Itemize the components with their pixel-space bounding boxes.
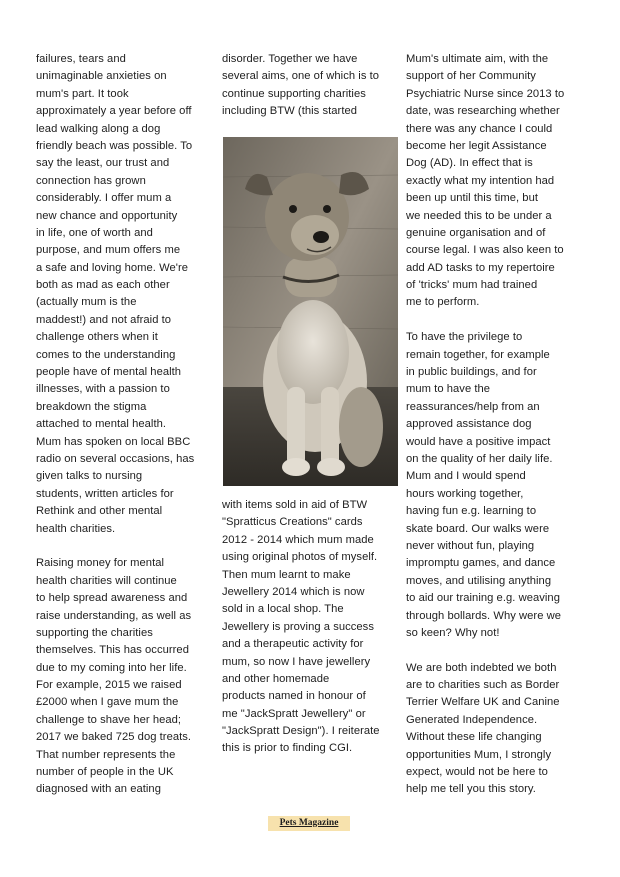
text-line: illnesses, with a passion to bbox=[36, 383, 170, 396]
text-line: to aid our training e.g. weaving bbox=[406, 592, 560, 605]
text-line: Without these life changing bbox=[406, 731, 542, 744]
text-line: exactly what my intention had bbox=[406, 174, 555, 187]
text-line: connection has grown bbox=[36, 174, 146, 187]
text-line: themselves. This has occurred bbox=[36, 644, 189, 657]
text-line: products named in honour of bbox=[222, 690, 366, 703]
text-line: me to perform. bbox=[406, 296, 480, 309]
text-line: approved assistance dog bbox=[406, 418, 532, 431]
text-line: remain together, for example bbox=[406, 348, 550, 361]
text-line: failures, tears and bbox=[36, 53, 126, 65]
text-line: For example, 2015 we raised bbox=[36, 679, 182, 692]
text-line: in life, one of worth and bbox=[36, 226, 153, 239]
text-line: date, was researching whether bbox=[406, 105, 560, 118]
text-line: Mum and I would spend bbox=[406, 470, 526, 483]
text-line: on the quality of her daily life. bbox=[406, 452, 553, 465]
text-line: attached to mental health. bbox=[36, 418, 167, 431]
text-line: and a therapeutic activity for bbox=[222, 638, 364, 651]
text-line: mum's part. It took bbox=[36, 87, 129, 100]
text-line: We are both indebted we both bbox=[406, 661, 557, 674]
text-line: Then mum learnt to make bbox=[222, 568, 351, 581]
footer-badge bbox=[268, 816, 350, 831]
text-line: moves, and utilising anything bbox=[406, 574, 552, 587]
text-line: sold in a local shop. The bbox=[222, 603, 344, 616]
text-line: impromptu games, and dance bbox=[406, 557, 556, 570]
text-line: radio on several occasions, has bbox=[36, 452, 195, 465]
text-line: been up until this time, but bbox=[406, 192, 539, 205]
dog-photo bbox=[223, 137, 398, 486]
text-line: purpose, and mum offers me bbox=[36, 244, 181, 257]
text-line: this is prior to finding CGI. bbox=[222, 742, 353, 755]
text-line: hours working together, bbox=[406, 487, 524, 500]
text-line: Terrier Welfare UK and Canine bbox=[406, 696, 560, 709]
text-line: expect, would not be here to bbox=[406, 766, 548, 779]
column-2-bottom bbox=[222, 497, 402, 758]
text-line: That number represents the bbox=[36, 748, 176, 761]
text-line: continue supporting charities bbox=[222, 87, 366, 100]
text-line: supporting the charities bbox=[36, 626, 153, 639]
text-line: Psychiatric Nurse since 2013 to bbox=[406, 87, 565, 100]
text-line: 2012 - 2014 which mum made bbox=[222, 533, 374, 546]
text-line: breakdown the stigma bbox=[36, 400, 147, 413]
text-line: To have the privilege to bbox=[406, 331, 523, 344]
text-line: Mum's ultimate aim, with the bbox=[406, 53, 549, 65]
text-line: having fun e.g. learning to bbox=[406, 505, 537, 518]
text-line: using original photos of myself. bbox=[222, 551, 378, 564]
text-line: "Spratticus Creations" cards bbox=[222, 516, 363, 529]
paragraph-gap bbox=[36, 538, 216, 555]
text-line: due to my coming into her life. bbox=[36, 661, 187, 674]
text-line: Generated Independence. bbox=[406, 713, 538, 726]
text-line: both as mad as each other bbox=[36, 279, 170, 292]
text-line: lead walking along a dog bbox=[36, 122, 161, 135]
text-line: are to charities such as Border bbox=[406, 679, 560, 692]
footer-label: Pets Magazine bbox=[279, 818, 339, 828]
text-line: help me tell you this story. bbox=[406, 783, 536, 796]
text-line: never without fun, playing bbox=[406, 539, 535, 552]
text-line: friendly beach was possible. To bbox=[36, 139, 193, 152]
text-line: skate board. Our walks were bbox=[406, 522, 550, 535]
text-line: "JackSpratt Design"). I reiterate bbox=[222, 725, 380, 738]
text-line: reassurances/help from an bbox=[406, 400, 540, 413]
text-line: comes to the understanding bbox=[36, 348, 176, 361]
text-line: a safe and loving home. We're bbox=[36, 261, 189, 274]
text-line: health charities will continue bbox=[36, 574, 177, 587]
text-line: of 'tricks' mum had trained bbox=[406, 279, 538, 292]
paragraph-gap bbox=[406, 312, 588, 329]
text-line: Raising money for mental bbox=[36, 557, 165, 570]
text-line: we needed this to be under a bbox=[406, 209, 552, 222]
text-line: there was any chance I could bbox=[406, 122, 553, 135]
text-line: disorder. Together we have bbox=[222, 53, 358, 65]
text-line: become her legit Assistance bbox=[406, 139, 547, 152]
text-line: Rethink and other mental bbox=[36, 505, 163, 518]
text-line: Mum has spoken on local BBC bbox=[36, 435, 191, 448]
text-line: would have a positive impact bbox=[406, 435, 551, 448]
text-line: raise understanding, as well as bbox=[36, 609, 192, 622]
text-line: diagnosed with an eating bbox=[36, 783, 161, 796]
text-line: unimaginable anxieties on bbox=[36, 70, 167, 83]
column-2-top bbox=[222, 51, 402, 121]
text-line: add AD tasks to my repertoire bbox=[406, 261, 555, 274]
text-line: me "JackSpratt Jewellery" or bbox=[222, 707, 366, 720]
text-line: challenge to shave her head; bbox=[36, 713, 182, 726]
text-line: approximately a year before off bbox=[36, 105, 192, 118]
text-line: Jewellery 2014 which is now bbox=[222, 585, 365, 598]
text-line: say the least, our trust and bbox=[36, 157, 170, 170]
text-line: (actually mum is the bbox=[36, 296, 137, 309]
text-line: Jewellery is proving a success bbox=[222, 620, 374, 633]
text-line: considerably. I offer mum a bbox=[36, 192, 172, 205]
text-line: with items sold in aid of BTW bbox=[222, 499, 368, 511]
text-line: 2017 we baked 725 dog treats. bbox=[36, 731, 192, 744]
column-3 bbox=[406, 51, 588, 799]
text-line: several aims, one of which is to bbox=[222, 70, 380, 83]
text-line: maddest!) and not afraid to bbox=[36, 313, 172, 326]
text-line: course legal. I was also keen to bbox=[406, 244, 564, 257]
text-line: £2000 when I gave mum the bbox=[36, 696, 179, 709]
text-line: and other homemade bbox=[222, 672, 330, 685]
text-line: new chance and opportunity bbox=[36, 209, 178, 222]
text-line: mum, so now I have jewellery bbox=[222, 655, 371, 668]
text-line: mum to have the bbox=[406, 383, 491, 396]
paragraph-gap bbox=[406, 642, 588, 659]
text-line: Dog (AD). In effect that is bbox=[406, 157, 533, 170]
text-line: through bollards. Why were we bbox=[406, 609, 562, 622]
text-line: number of people in the UK bbox=[36, 766, 174, 779]
text-line: in public buildings, and for bbox=[406, 366, 537, 379]
text-line: so keen? Why not! bbox=[406, 626, 500, 639]
text-line: support of her Community bbox=[406, 70, 536, 83]
text-line: students, written articles for bbox=[36, 487, 174, 500]
text-line: challenge others when it bbox=[36, 331, 158, 344]
column-1 bbox=[36, 51, 216, 799]
text-line: opportunities Mum, I strongly bbox=[406, 748, 552, 761]
text-line: including BTW (this started bbox=[222, 105, 358, 118]
text-line: to help spread awareness and bbox=[36, 592, 188, 605]
text-line: given talks to nursing bbox=[36, 470, 143, 483]
text-line: genuine organisation and of bbox=[406, 226, 546, 239]
text-line: people have of mental health bbox=[36, 366, 182, 379]
text-line: health charities. bbox=[36, 522, 116, 535]
